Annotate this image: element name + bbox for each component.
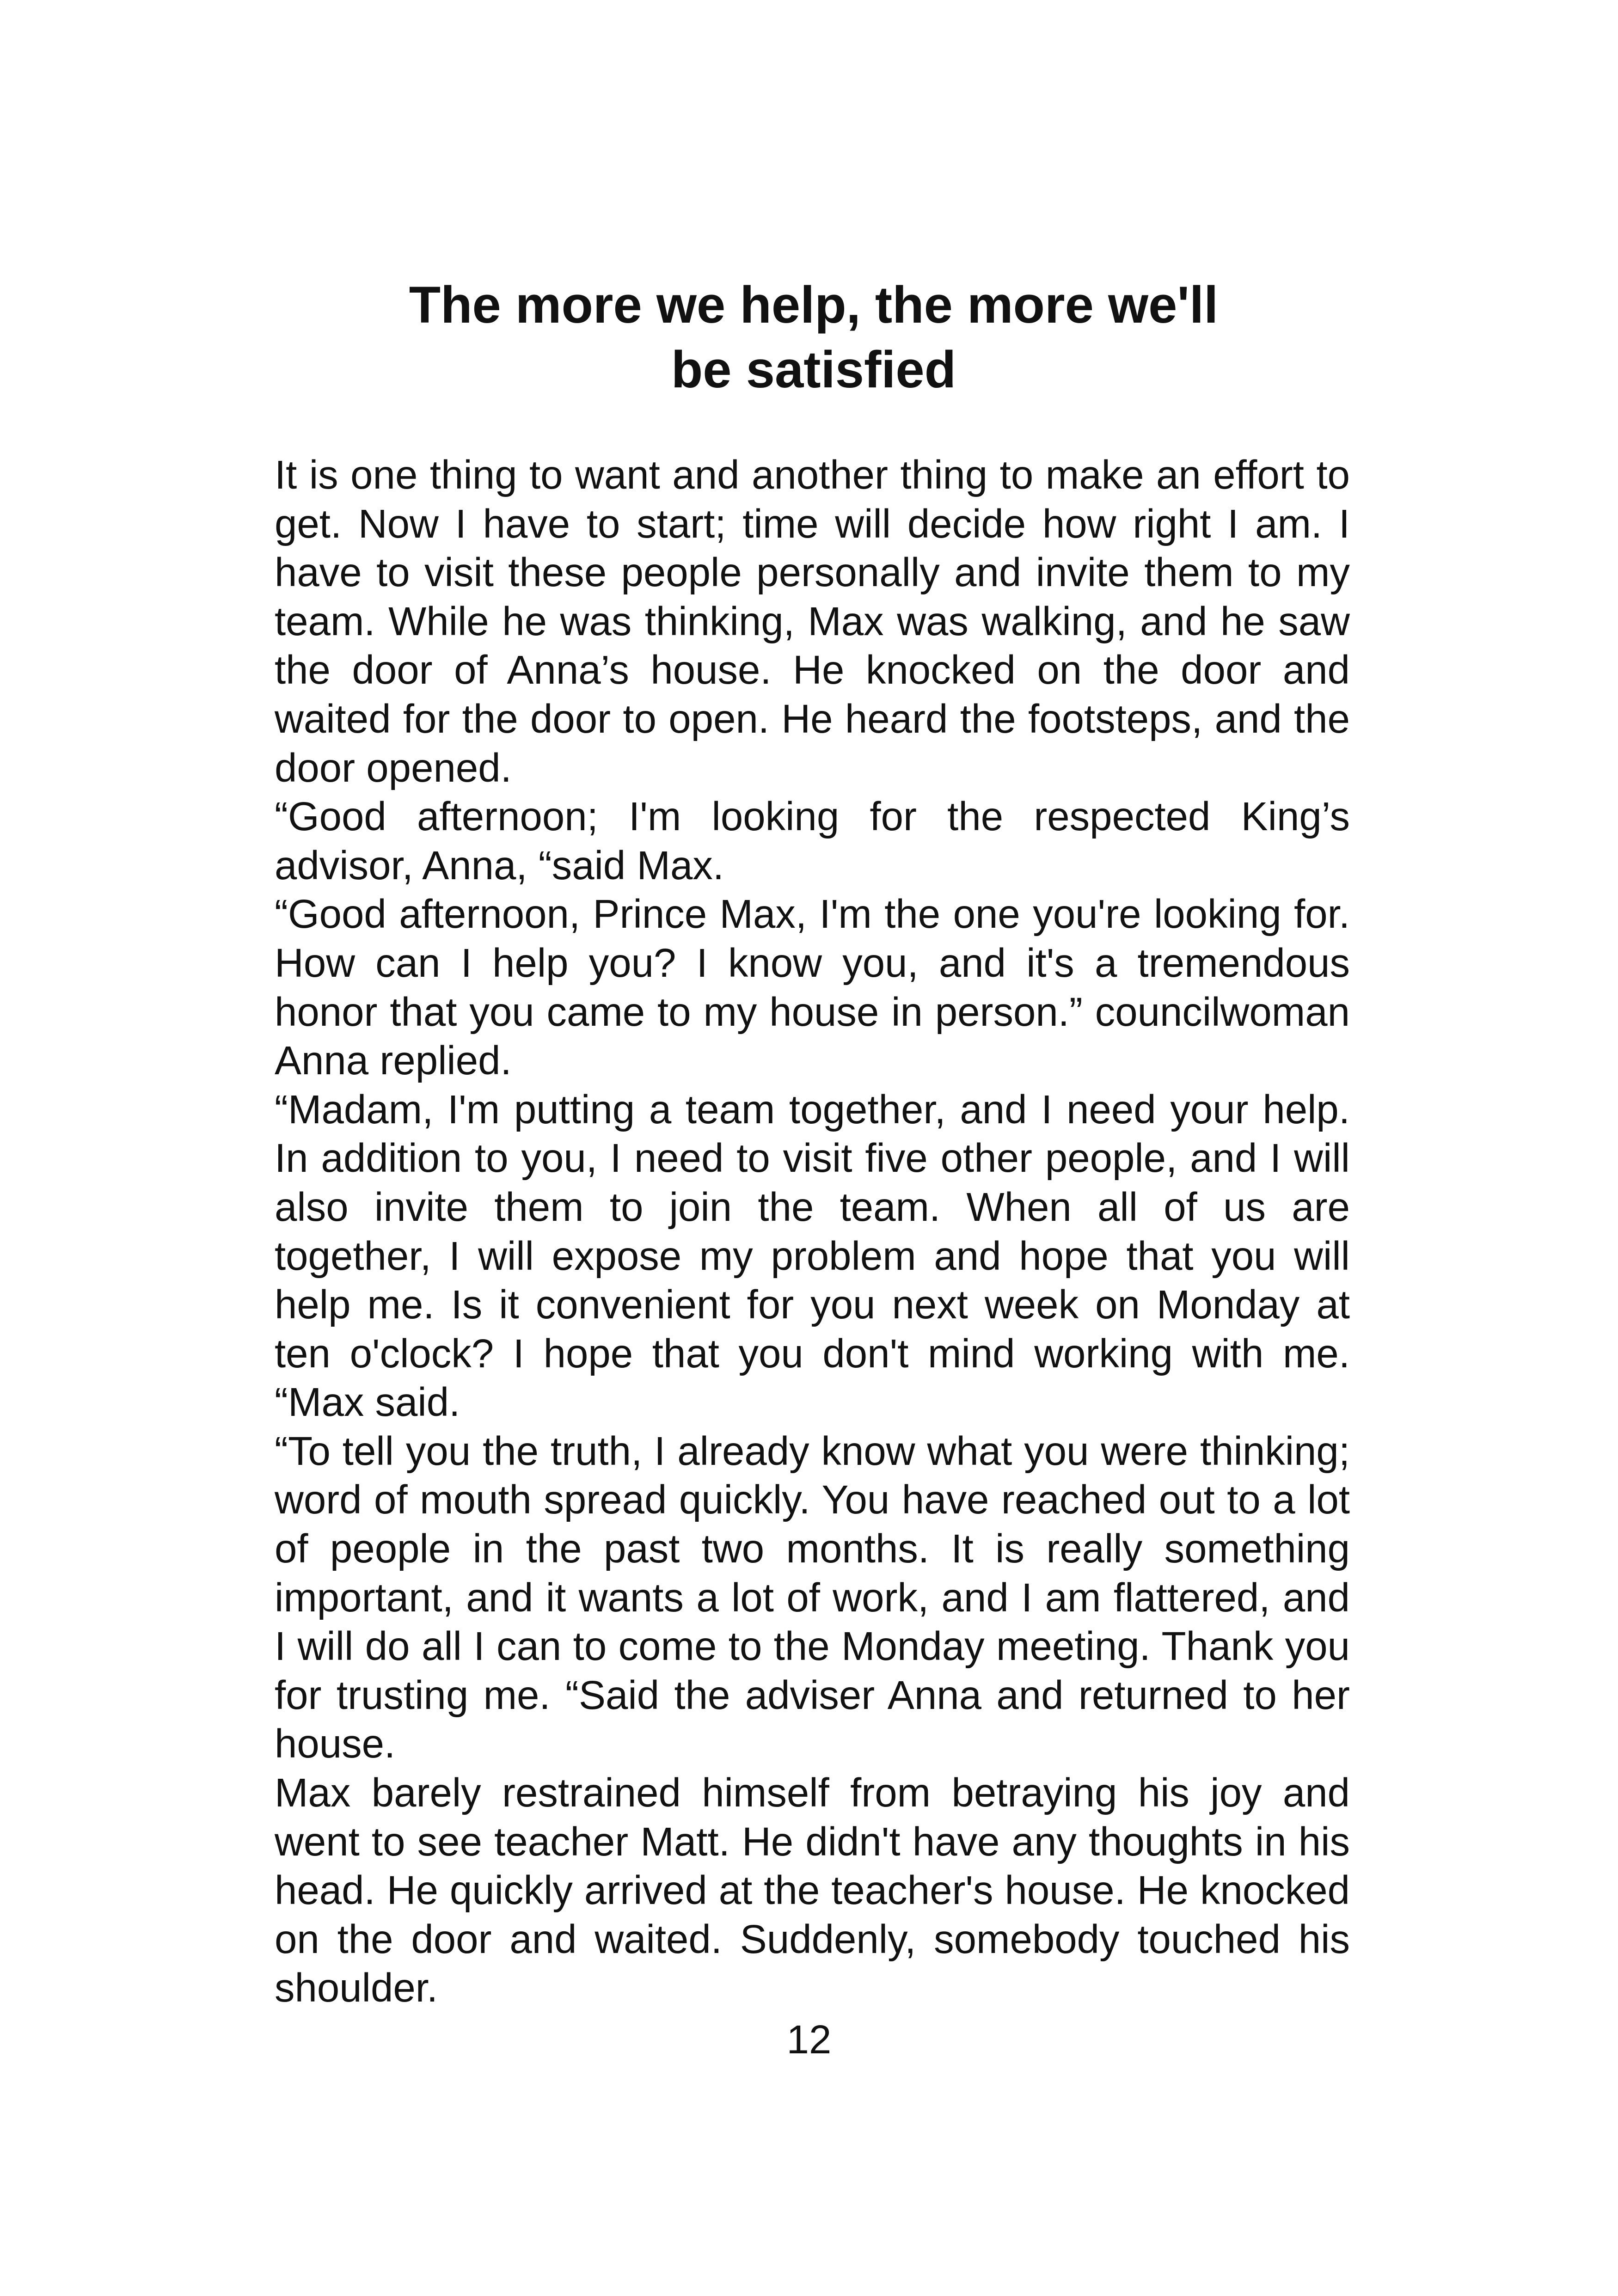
page-number: 12	[786, 2017, 832, 2062]
paragraph-4: “Madam, I'm putting a team together, and I need your help. In addition to you, I need to visit five other people, and I will also invite them to join the team. When all of us are together, I will expose my problem and hope that you will help me. Is it convenient for you next week on Monday at ten o'clock? I hope that you don't mind working with me. “Max said.	[275, 1087, 1350, 1425]
paragraph-6: Max barely restrained himself from betraying his joy and went to see teacher Matt. He didn't have any thoughts in his head. He quickly arrived at the teacher's house. He knocked on the door and waited. Suddenly, somebody touched his shoulder.	[275, 1770, 1350, 2011]
chapter-title-line-2: be satisfied	[671, 341, 956, 398]
paragraph-1: It is one thing to want and another thing to make an effort to get. Now I have to start; time will decide how right I am. I have to visit these people personally and invite them to my team. While he was thinking, Max was walking, and he saw the door of Anna’s house. He knocked on the door and waited for the door to open. He heard the footsteps, and the door opened.	[275, 453, 1350, 790]
chapter-body	[275, 451, 1350, 2013]
paragraph-2: “Good afternoon; I'm looking for the respected King’s advisor, Anna, “said Max.	[275, 794, 1350, 888]
chapter-title	[273, 273, 1354, 402]
chapter-title-line-1: The more we help, the more we'll	[409, 276, 1219, 334]
paragraph-3: “Good afternoon, Prince Max, I'm the one you're looking for. How can I help you? I know you, and it's a tremendous honor that you came to my house in person.” councilwoman Anna replied.	[275, 892, 1350, 1084]
paragraph-5: “To tell you the truth, I already know what you were thinking; word of mouth spread quickly. You have reached out to a lot of people in the past two months. It is really something important, and it wants a lot of work, and I am flattered, and I will do all I can to come to the Monday meeting. Thank you for trusting me. “Said the adviser Anna and returned to her house.	[275, 1428, 1350, 1767]
